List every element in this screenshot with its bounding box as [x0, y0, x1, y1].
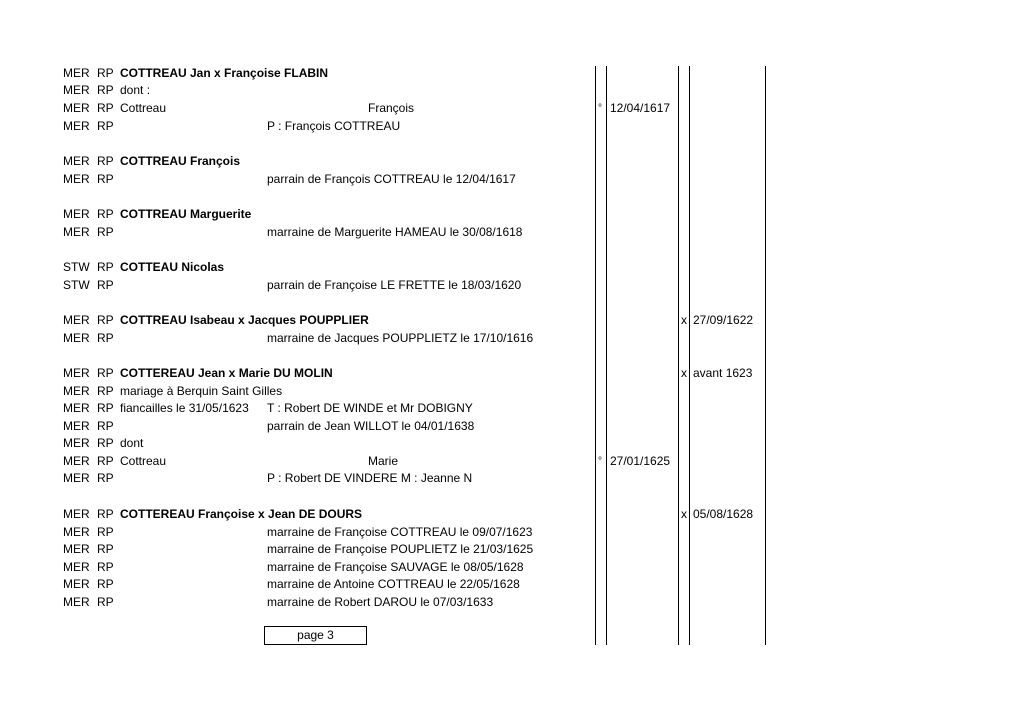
record-row [0, 541, 1024, 558]
record-rp: RP [97, 560, 114, 574]
record-row [0, 206, 1024, 223]
record-rp: RP [97, 525, 114, 539]
record-row [0, 365, 1024, 382]
record-detail: marraine de Robert DAROU le 07/03/1633 [267, 595, 494, 609]
record-name: COTTREAU François [120, 154, 241, 168]
birth-date: 27/01/1625 [610, 454, 671, 468]
record-code: MER [63, 366, 90, 380]
record-given-name: François [368, 101, 415, 115]
record-detail: marraine de Antoine COTTREAU le 22/05/1628 [267, 577, 520, 591]
record-rp: RP [97, 260, 114, 274]
record-rp: RP [97, 577, 114, 591]
marriage-date: 05/08/1628 [693, 507, 754, 521]
record-code: MER [63, 595, 90, 609]
record-code: MER [63, 331, 90, 345]
record-code: MER [63, 577, 90, 591]
record-row [0, 65, 1024, 82]
record-row [0, 171, 1024, 188]
birth-symbol: ° [598, 103, 602, 114]
record-code: MER [63, 471, 90, 485]
record-code: MER [63, 454, 90, 468]
record-code: STW [63, 278, 90, 292]
record-name: dont [120, 436, 144, 450]
record-row [0, 82, 1024, 99]
marriage-date: avant 1623 [693, 366, 753, 380]
record-code: MER [63, 507, 90, 521]
record-code: MER [63, 119, 90, 133]
record-rp: RP [97, 436, 114, 450]
column-divider [678, 66, 679, 645]
record-row [0, 418, 1024, 435]
record-code: MER [63, 313, 90, 327]
record-detail: marraine de Françoise SAUVAGE le 08/05/1628 [267, 560, 524, 574]
record-code: MER [63, 172, 90, 186]
record-rp: RP [97, 507, 114, 521]
record-code: MER [63, 401, 90, 415]
record-rp: RP [97, 101, 114, 115]
marriage-symbol: x [681, 313, 687, 327]
birth-date: 12/04/1617 [610, 101, 671, 115]
record-name: mariage à Berquin Saint Gilles [120, 384, 283, 398]
record-detail: marraine de Françoise COTTREAU le 09/07/1623 [267, 525, 533, 539]
record-row [0, 400, 1024, 417]
record-row [0, 576, 1024, 593]
record-name: Cottreau [120, 101, 167, 115]
record-code: MER [63, 66, 90, 80]
record-name: COTTEAU Nicolas [120, 260, 225, 274]
record-rp: RP [97, 154, 114, 168]
record-code: MER [63, 207, 90, 221]
record-rp: RP [97, 331, 114, 345]
record-row [0, 100, 1024, 117]
record-code: MER [63, 384, 90, 398]
record-row [0, 435, 1024, 452]
record-row [0, 118, 1024, 135]
record-row [0, 559, 1024, 576]
record-row [0, 594, 1024, 611]
record-detail: marraine de Marguerite HAMEAU le 30/08/1618 [267, 225, 523, 239]
record-rp: RP [97, 542, 114, 556]
record-rp: RP [97, 172, 114, 186]
record-detail: parrain de François COTTREAU le 12/04/1617 [267, 172, 516, 186]
record-row [0, 524, 1024, 541]
record-detail: marraine de Françoise POUPLIETZ le 21/03/1625 [267, 542, 534, 556]
record-rp: RP [97, 454, 114, 468]
marriage-symbol: x [681, 366, 687, 380]
record-detail: T : Robert DE WINDE et Mr DOBIGNY [267, 401, 473, 415]
record-code: MER [63, 83, 90, 97]
record-row [0, 259, 1024, 276]
record-rp: RP [97, 278, 114, 292]
birth-symbol: ° [598, 456, 602, 467]
record-code: STW [63, 260, 90, 274]
record-detail: parrain de Jean WILLOT le 04/01/1638 [267, 419, 475, 433]
record-row [0, 224, 1024, 241]
record-name: Cottreau [120, 454, 167, 468]
column-divider [595, 66, 596, 645]
record-rp: RP [97, 225, 114, 239]
record-detail: marraine de Jacques POUPPLIETZ le 17/10/1616 [267, 331, 534, 345]
record-code: MER [63, 560, 90, 574]
record-code: MER [63, 542, 90, 556]
record-name: COTTREAU Isabeau x Jacques POUPPLIER [120, 313, 369, 327]
record-name: COTTEREAU Françoise x Jean DE DOURS [120, 507, 363, 521]
column-divider [765, 66, 766, 645]
record-code: MER [63, 436, 90, 450]
record-rp: RP [97, 419, 114, 433]
record-code: MER [63, 419, 90, 433]
record-rp: RP [97, 83, 114, 97]
record-name: COTTREAU Marguerite [120, 207, 252, 221]
record-rp: RP [97, 401, 114, 415]
record-rp: RP [97, 313, 114, 327]
page-number-box: page 3 [264, 626, 367, 645]
marriage-symbol: x [681, 507, 687, 521]
record-code: MER [63, 154, 90, 168]
record-code: MER [63, 225, 90, 239]
record-rp: RP [97, 119, 114, 133]
record-rp: RP [97, 366, 114, 380]
record-rp: RP [97, 66, 114, 80]
record-name: dont : [120, 83, 151, 97]
record-rp: RP [97, 384, 114, 398]
record-detail: P : François COTTREAU [267, 119, 401, 133]
record-detail: P : Robert DE VINDERE M : Jeanne N [267, 471, 473, 485]
record-rp: RP [97, 207, 114, 221]
record-row [0, 453, 1024, 470]
record-code: MER [63, 525, 90, 539]
record-row [0, 506, 1024, 523]
record-row [0, 383, 1024, 400]
record-name: COTTREAU Jan x Françoise FLABIN [120, 66, 329, 80]
record-row [0, 153, 1024, 170]
record-given-name: Marie [368, 454, 399, 468]
record-detail: parrain de Françoise LE FRETTE le 18/03/1620 [267, 278, 522, 292]
record-row [0, 312, 1024, 329]
marriage-date: 27/09/1622 [693, 313, 754, 327]
record-rp: RP [97, 471, 114, 485]
record-name: COTTEREAU Jean x Marie DU MOLIN [120, 366, 333, 380]
column-divider [689, 66, 690, 645]
record-row [0, 277, 1024, 294]
record-name: fiancailles le 31/05/1623 [120, 401, 249, 415]
record-code: MER [63, 101, 90, 115]
record-row [0, 470, 1024, 487]
column-divider [606, 66, 607, 645]
record-rp: RP [97, 595, 114, 609]
record-row [0, 330, 1024, 347]
